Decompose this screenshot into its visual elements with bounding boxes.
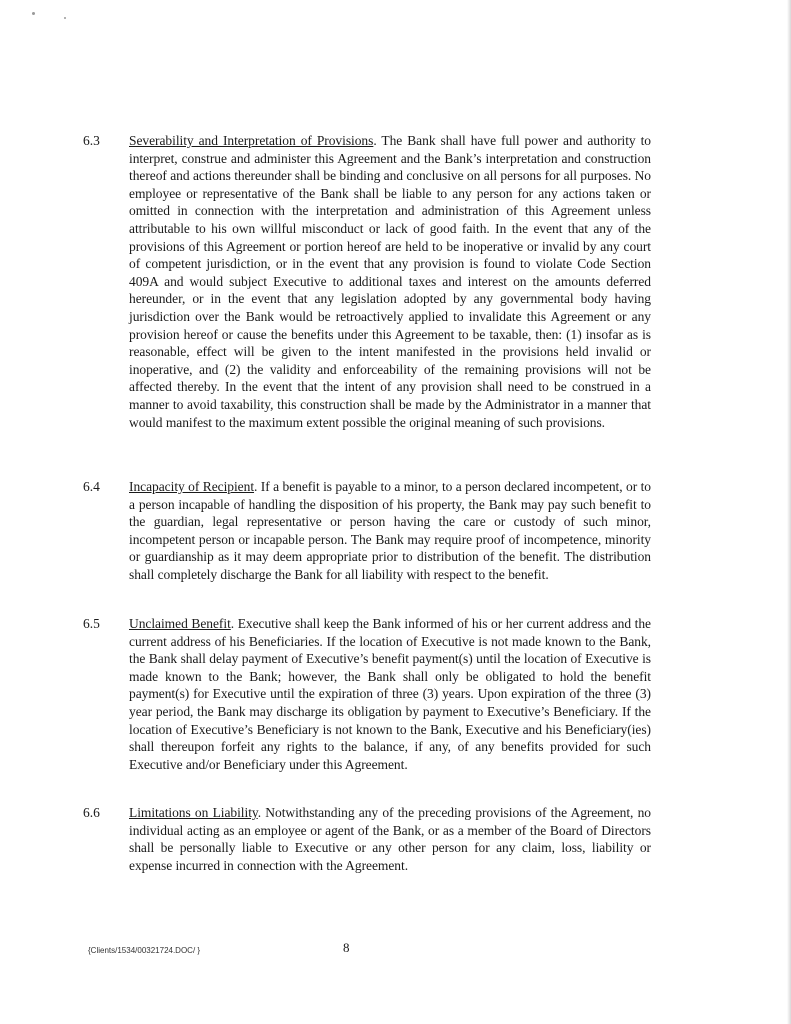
scan-speck [64, 17, 66, 19]
section-6-3 [83, 132, 651, 431]
footer-document-path: {Clients/1534/00321724.DOC/ } [88, 946, 201, 955]
section-number: 6.4 [83, 479, 100, 494]
section-body [129, 804, 651, 874]
section-text: . Executive shall keep the Bank informed of his or her current address and the current address of his Beneficiaries. If the location of Executive is not made known to the Bank, the Bank shall delay payment of Executive’s benefit payment(s) until the location of Executive is made known to the Bank; however, the Bank shall only be obligated to hold the benefit payment(s) for Executive until the expiration of three (3) years. Upon expiration of the three (3) year period, the Bank may discharge its obligation by payment to Executive’s Beneficiary. If the location of Executive’s Beneficiary is not known to the Bank, Executive and his Beneficiary(ies) shall thereupon forfeit any rights to the balance, if any, of any benefits provided for such Executive and/or Beneficiary under this Agreement. [129, 616, 651, 772]
scan-edge-shadow [787, 0, 791, 1024]
section-body [129, 615, 651, 773]
section-6-4 [83, 478, 651, 584]
section-number: 6.6 [83, 805, 100, 820]
section-6-5 [83, 615, 651, 773]
section-6-6 [83, 804, 651, 874]
section-heading: Severability and Interpretation of Provisions [129, 133, 374, 148]
section-body [129, 478, 651, 584]
section-number: 6.3 [83, 133, 100, 148]
scan-speck [32, 12, 35, 15]
section-heading: Limitations on Liability [129, 805, 258, 820]
page-number: 8 [343, 940, 350, 955]
section-body [129, 132, 651, 431]
section-heading: Unclaimed Benefit [129, 616, 231, 631]
section-text: . The Bank shall have full power and authority to interpret, construe and administer this Agreement and the Bank’s interpretation and construction thereof and actions thereunder shall be binding and conclusive on all persons for all purposes. No employee or representative of the Bank shall be liable to any person for any actions taken or omitted in connection with the interpretation and administration of this Agreement unless attributable to his own willful misconduct or lack of good faith. In the event that any of the provisions of this Agreement or portion hereof are held to be inoperative or invalid by any court of competent jurisdiction, or in the event that any provision is found to violate Code Section 409A and would subject Executive to additional taxes and interest on the amounts deferred hereunder, or in the event that any legislation adopted by any governmental body having jurisdiction over the Bank would be retroactively applied to invalidate this Agreement or any provision hereof or cause the benefits under this Agreement to be taxable, then: (1) insofar as is reasonable, effect will be given to the intent manifested in the provisions held invalid or inoperative, and (2) the validity and enforceability of the remaining provisions will not be affected thereby. In the event that the intent of any provision shall need to be construed in a manner to avoid taxability, this construction shall be made by the Administrator in a manner that would manifest to the maximum extent possible the original meaning of such provisions. [129, 133, 651, 430]
section-heading: Incapacity of Recipient [129, 479, 255, 494]
section-text: . If a benefit is payable to a minor, to a person declared incompetent, or to a person incapable of handling the disposition of his property, the Bank may pay such benefit to the guardian, legal representative or person having the care or custody of such minor, incompetent person or incapable person. The Bank may require proof of incompetence, minority or guardianship as it may deem appropriate prior to distribution of the benefit. The distribution shall completely discharge the Bank for all liability with respect to the benefit. [129, 479, 652, 582]
section-text: . Notwithstanding any of the preceding provisions of the Agreement, no individual acting as an employee or agent of the Bank, or as a member of the Board of Directors shall be personally liable to Executive or any other person for any claim, loss, liability or expense incurred in connection with the Agreement. [129, 805, 651, 873]
section-number: 6.5 [83, 616, 100, 631]
